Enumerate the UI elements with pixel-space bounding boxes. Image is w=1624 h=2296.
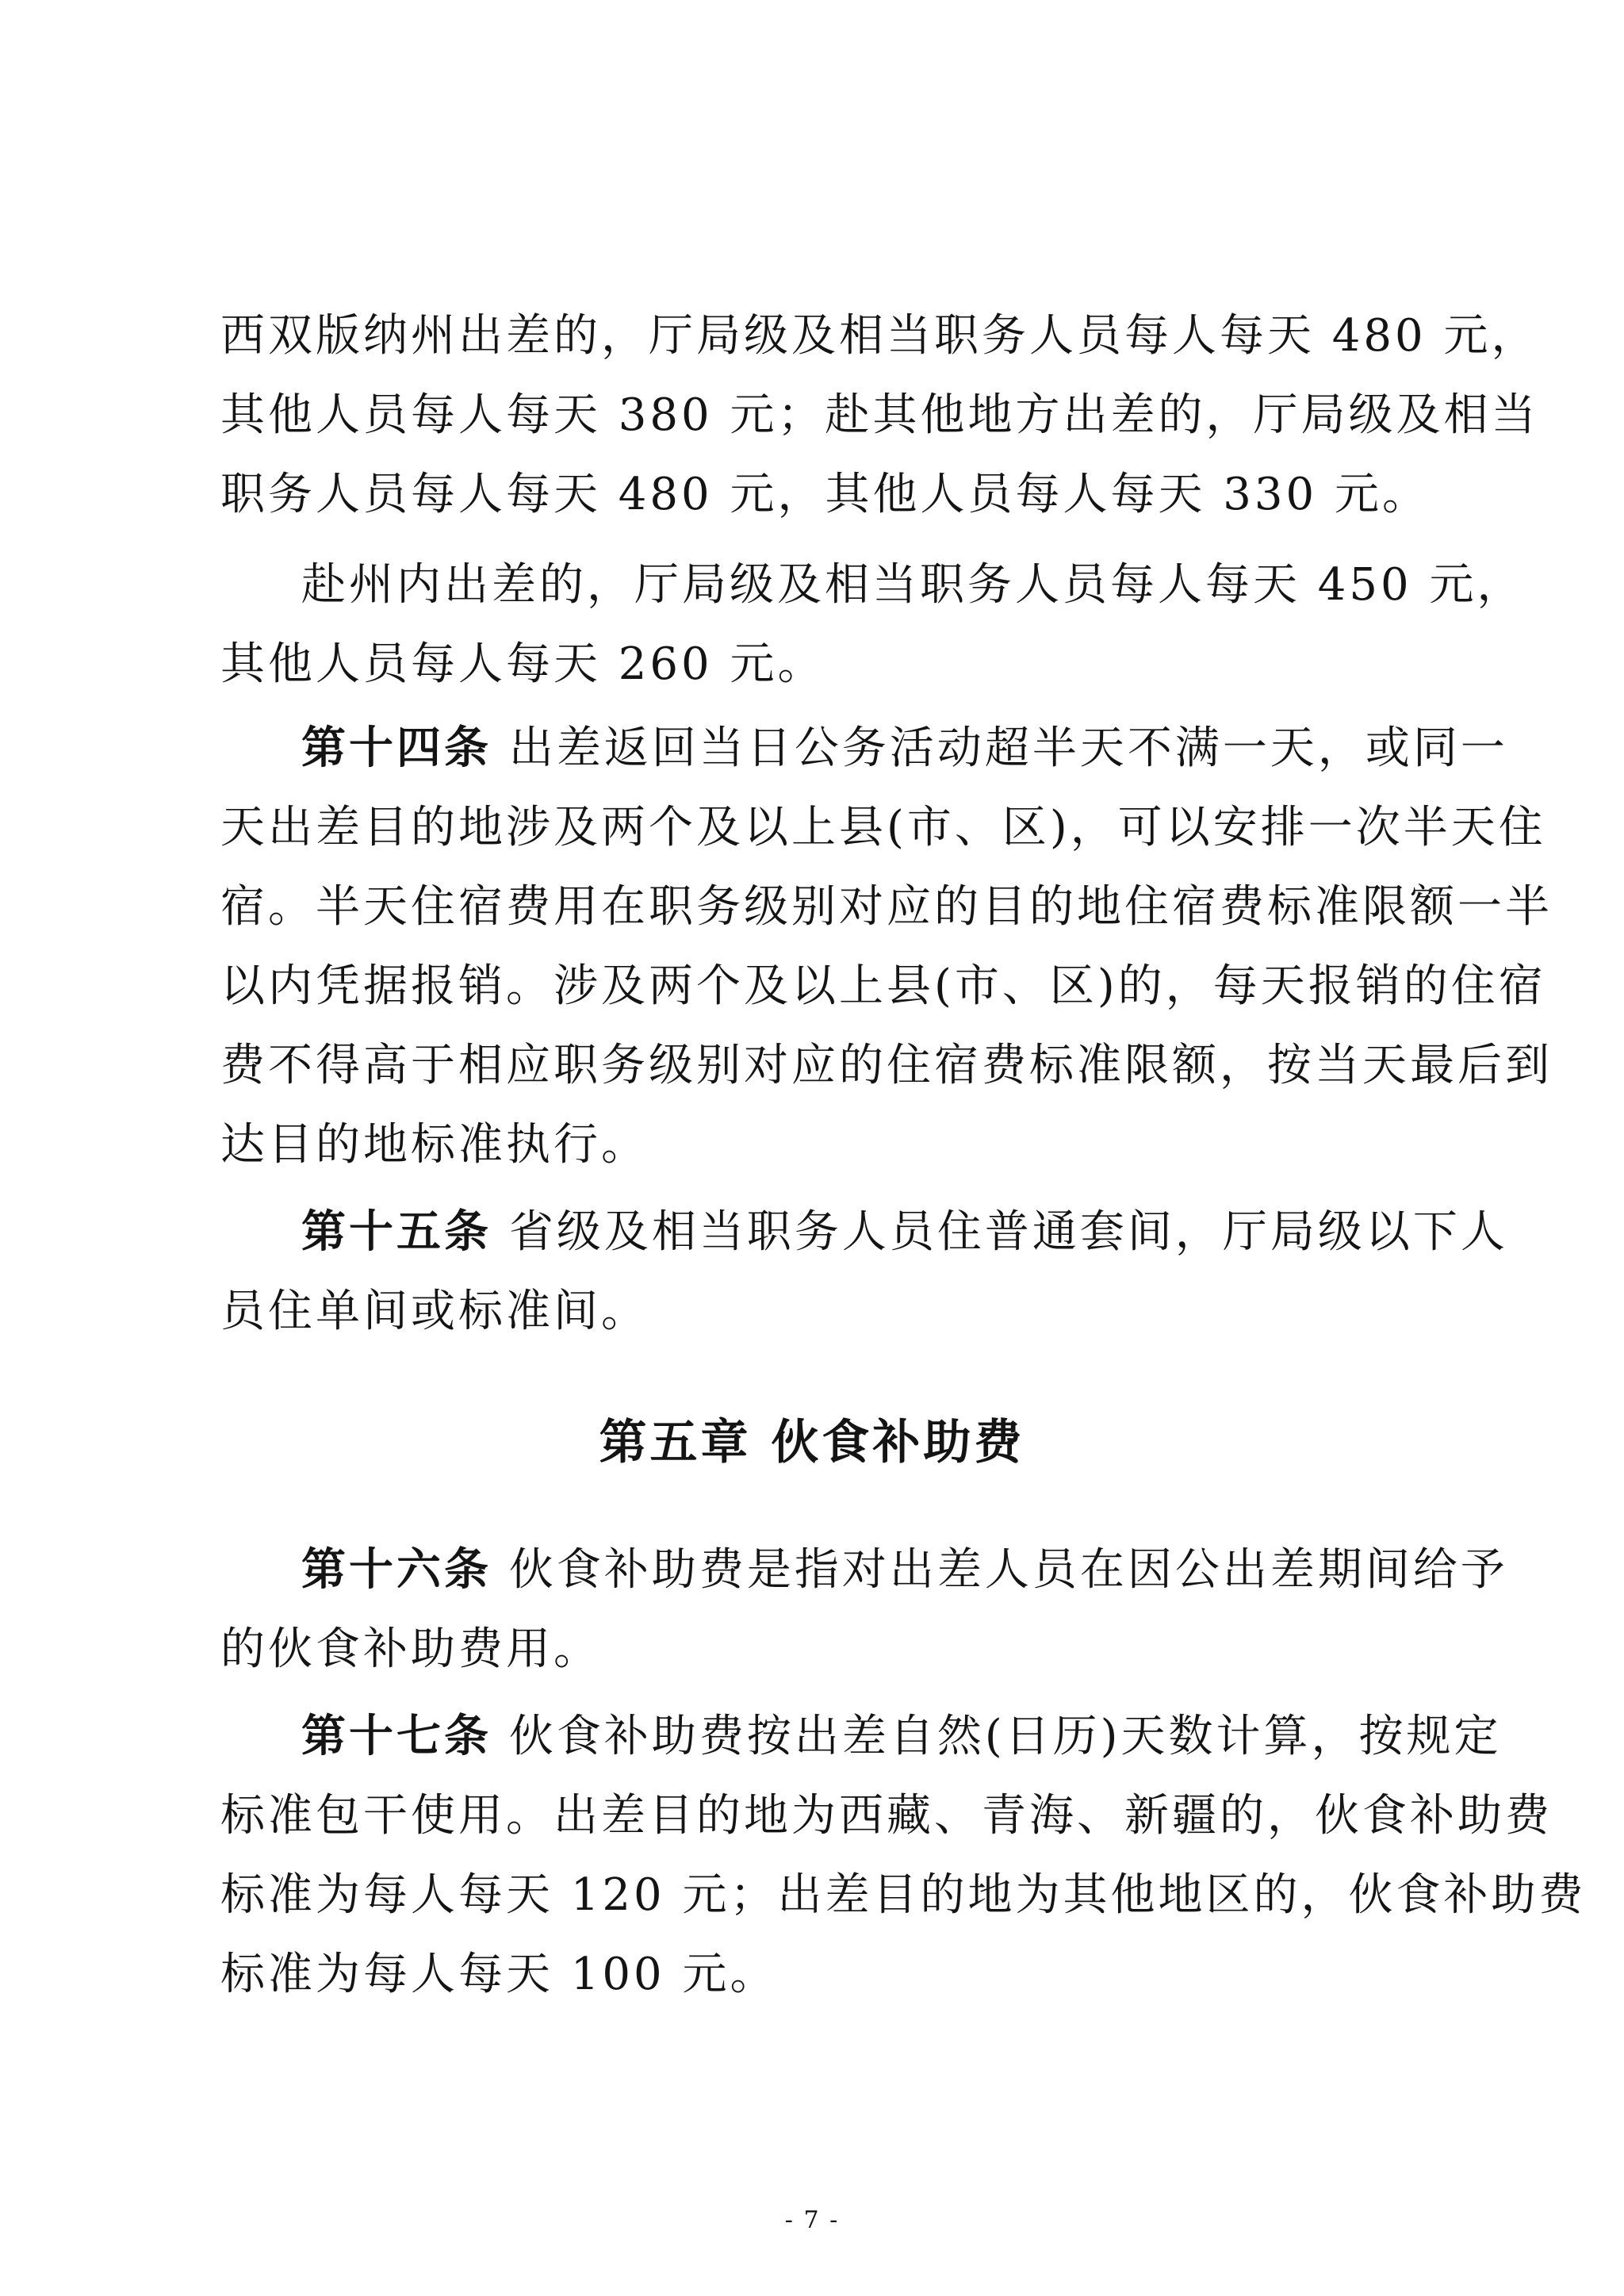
text-line-11: 达目的地标准执行。 [220, 1119, 649, 1171]
text-line-13: 员住单间或标准间。 [220, 1286, 649, 1337]
text-line-5: 其他人员每人每天 260 元。 [220, 638, 825, 690]
article-14-text: 出差返回当日公务活动超半天不满一天，或同一 [508, 723, 1508, 774]
text-line-15: 的伙食补助费用。 [220, 1623, 601, 1675]
article-17-text: 伙食补助费按出差自然(日历)天数计算，按规定 [508, 1711, 1502, 1762]
article-15-first-line [301, 1193, 1508, 1272]
text-line-4: 赴州内出差的，厅局级及相当职务人员每人每天 450 元， [301, 559, 1525, 611]
page-number: - 7 - [784, 2206, 840, 2234]
text-line-8: 宿。半天住宿费用在职务级别对应的目的地住宿费标准限额一半 [220, 881, 1553, 933]
text-line-7: 天出差目的地涉及两个及以上县(市、区)，可以安排一次半天住 [220, 802, 1546, 853]
article-16-text: 伙食补助费是指对出差人员在因公出差期间给予 [508, 1544, 1508, 1596]
text-line-1: 西双版纳州出差的，厅局级及相当职务人员每人每天 480 元， [220, 310, 1539, 362]
article-15-heading: 第十五条 [301, 1206, 492, 1258]
text-line-10: 费不得高于相应职务级别对应的住宿费标准限额，按当天最后到 [220, 1040, 1553, 1091]
article-16-heading: 第十六条 [301, 1544, 492, 1596]
text-line-2: 其他人员每人每天 380 元；赴其他地方出差的，厅局级及相当 [220, 389, 1539, 441]
article-15-text: 省级及相当职务人员住普通套间，厅局级以下人 [508, 1206, 1508, 1258]
article-17-heading: 第十七条 [301, 1711, 492, 1762]
article-16-first-line [301, 1531, 1508, 1610]
chapter-title: 第五章 伙食补助费 [599, 1415, 1025, 1470]
text-line-19: 标准为每人每天 100 元。 [220, 1949, 778, 2000]
text-line-18: 标准为每人每天 120 元；出差目的地为其他地区的，伙食补助费 [220, 1869, 1587, 1921]
article-14-heading: 第十四条 [301, 723, 492, 774]
text-line-17: 标准包干使用。出差目的地为西藏、青海、新疆的，伙食补助费 [220, 1790, 1553, 1842]
article-17-first-line [301, 1697, 1502, 1777]
article-14-first-line [301, 709, 1508, 788]
text-line-3: 职务人员每人每天 480 元，其他人员每人每天 330 元。 [220, 469, 1430, 520]
text-line-9: 以内凭据报销。涉及两个及以上县(市、区)的，每天报销的住宿 [220, 960, 1546, 1012]
